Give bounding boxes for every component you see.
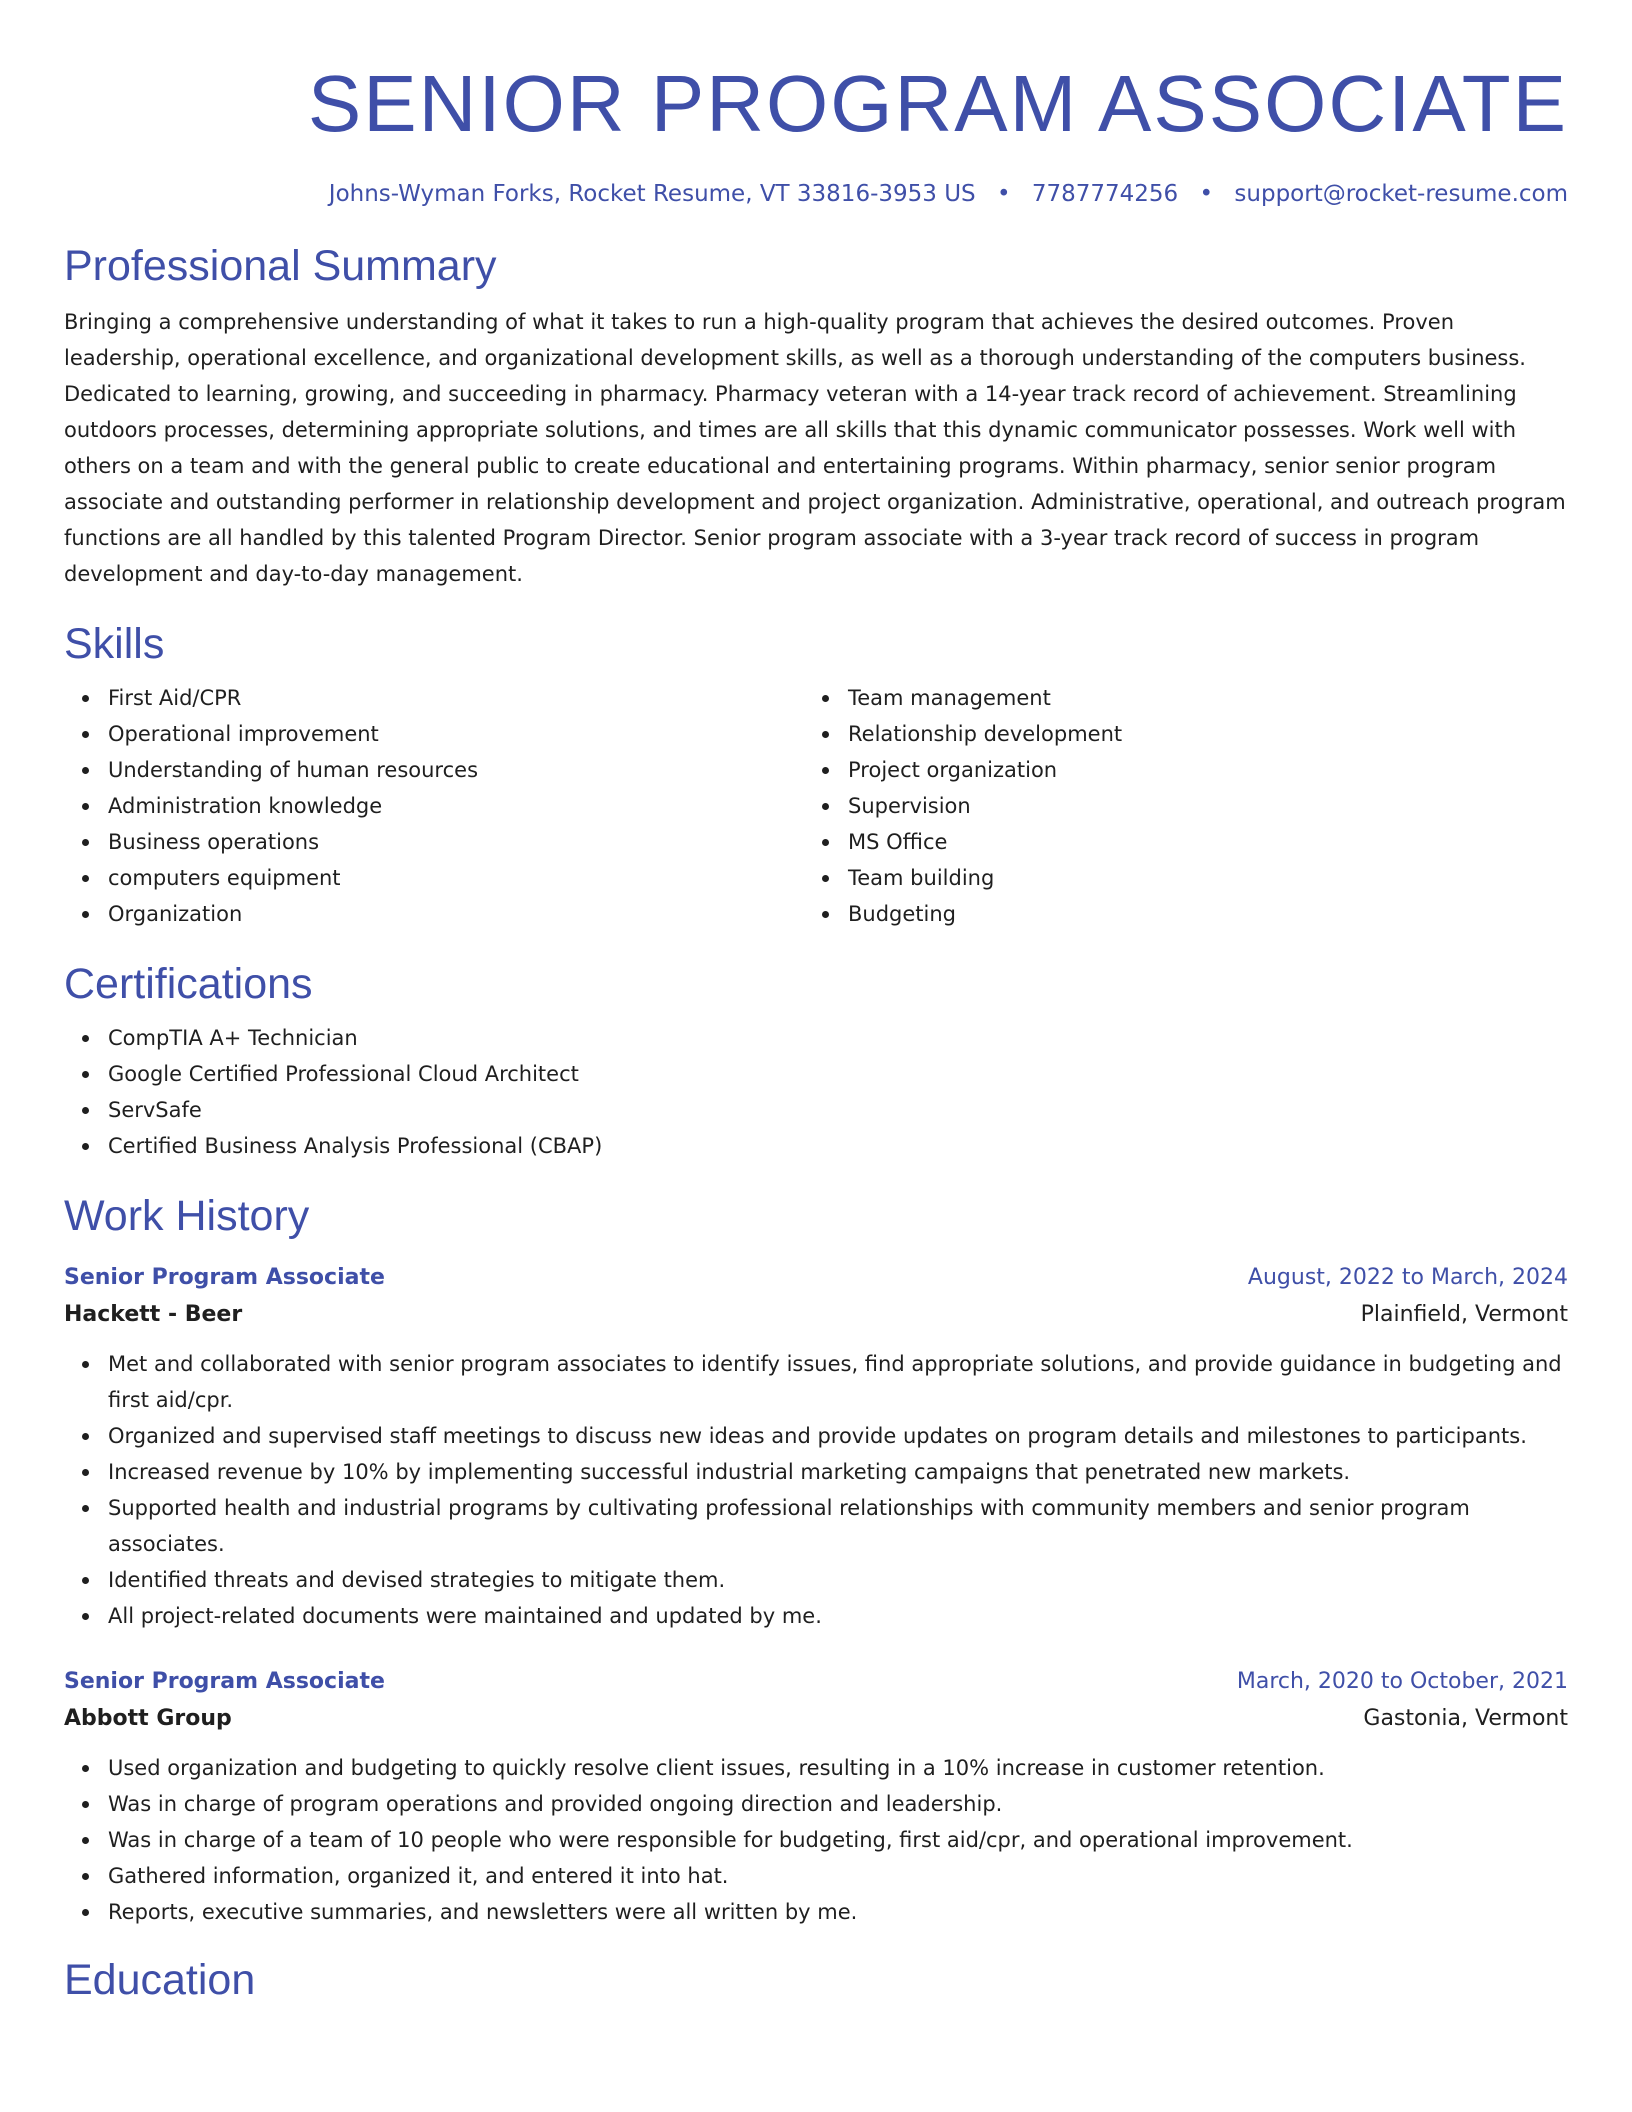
skill-item: Project organization [848,752,1544,788]
job-title: Senior Program Associate [64,1265,385,1290]
job-bullet: All project-related documents were maintained and updated by me. [108,1598,1568,1634]
job-title: Senior Program Associate [64,1669,385,1694]
contact-email: support@rocket-resume.com [1234,181,1568,207]
job-bullet: Reports, executive summaries, and newsletters were all written by me. [108,1894,1568,1930]
job-bullet: Was in charge of program operations and provided ongoing direction and leadership. [108,1786,1568,1822]
skills-list-right [804,680,1544,932]
skill-item: Budgeting [848,896,1544,932]
job-title-row [64,1260,1568,1296]
skills-columns [64,670,1568,932]
skill-item: Business operations [108,824,804,860]
certification-item: ServSafe [108,1092,1568,1128]
job-bullet: Used organization and budgeting to quickly resolve client issues, resulting in a 10% increase in customer retention. [108,1750,1568,1786]
skill-item: Team management [848,680,1544,716]
job-location: Plainfield, Vermont [1360,1302,1568,1327]
certification-item: Certified Business Analysis Professional (CBAP) [108,1128,1568,1164]
work-history-section [64,1190,1568,1930]
job-bullet: Met and collaborated with senior program associates to identify issues, find appropriate solutions, and provide guidance in budgeting and first aid/cpr. [108,1346,1568,1418]
skill-item: First Aid/CPR [108,680,804,716]
skills-list-left [64,680,804,932]
job-bullet: Identified threats and devised strategies to mitigate them. [108,1562,1568,1598]
job-bullets [64,1750,1568,1930]
skill-item: Administration knowledge [108,788,804,824]
skill-item: Understanding of human resources [108,752,804,788]
skill-item: Organization [108,896,804,932]
job-dates: March, 2020 to October, 2021 [1236,1669,1568,1694]
contact-phone: 7787774256 [1031,181,1179,207]
skill-item: MS Office [848,824,1544,860]
contact-line [64,178,1568,210]
section-heading-skills: Skills [64,620,165,668]
skill-item: Team building [848,860,1544,896]
skill-item: Relationship development [848,716,1544,752]
skills-section [64,618,1568,932]
job-entry [64,1664,1568,1930]
professional-summary-section [64,240,1568,592]
job-bullet: Gathered information, organized it, and entered it into hat. [108,1858,1568,1894]
skills-column-left [64,670,804,932]
section-heading-summary: Professional Summary [64,242,497,290]
summary-text: Bringing a comprehensive understanding of what it takes to run a high-quality program that achieves the desired outcomes. Proven leadership, operational excellence, and organizational development skills, as well as a thorough understanding of the computers business. Dedicated to learning, growing, and succeeding in pharmacy. Pharmacy veteran with a 14-year track record of achievement. Streamlining outdoors processes, determining appropriate solutions, and times are all skills that this dynamic communicator possesses. Work well with others on a team and with the general public to create educational and entertaining programs. Within pharmacy, senior senior program associate and outstanding performer in relationship development and project organization. Administrative, operational, and outreach program functions are all handled by this talented Program Director. Senior program associate with a 3-year track record of success in program development and day-to-day management. [64,310,1566,586]
job-entry [64,1260,1568,1634]
job-bullet: Was in charge of a team of 10 people who were responsible for budgeting, first aid/cpr, and operational improvement. [108,1822,1568,1858]
job-company-row [64,1296,1568,1334]
certifications-section [64,958,1568,1164]
job-company-row [64,1700,1568,1738]
contact-address: Johns-Wyman Forks, Rocket Resume, VT 33816-3953 US [328,181,976,207]
resume-header [64,56,1568,210]
job-bullet: Organized and supervised staff meetings to discuss new ideas and provide updates on program details and milestones to participants. [108,1418,1568,1454]
skills-column-right [804,670,1544,932]
job-bullet: Increased revenue by 10% by implementing successful industrial marketing campaigns that penetrated new markets. [108,1454,1568,1490]
certification-item: Google Certified Professional Cloud Architect [108,1056,1568,1092]
skill-item: computers equipment [108,860,804,896]
skill-item: Supervision [848,788,1544,824]
resume-title: SENIOR PROGRAM ASSOCIATE [307,59,1568,148]
job-location: Gastonia, Vermont [1363,1706,1568,1731]
skill-item: Operational improvement [108,716,804,752]
job-bullet: Supported health and industrial programs by cultivating professional relationships with community members and senior program associates. [108,1490,1568,1562]
section-heading-education: Education [64,1956,256,2004]
job-dates: August, 2022 to March, 2024 [1247,1265,1568,1290]
section-heading-certifications: Certifications [64,960,313,1008]
job-company: Hackett - Beer [64,1302,243,1327]
section-heading-work-history: Work History [64,1192,310,1240]
job-company: Abbott Group [64,1706,232,1731]
contact-separator: • [996,181,1011,207]
job-bullets [64,1346,1568,1634]
education-section [64,1954,1568,2006]
certification-item: CompTIA A+ Technician [108,1020,1568,1056]
contact-separator: • [1199,181,1214,207]
certifications-list [64,1020,1568,1164]
job-title-row [64,1664,1568,1700]
